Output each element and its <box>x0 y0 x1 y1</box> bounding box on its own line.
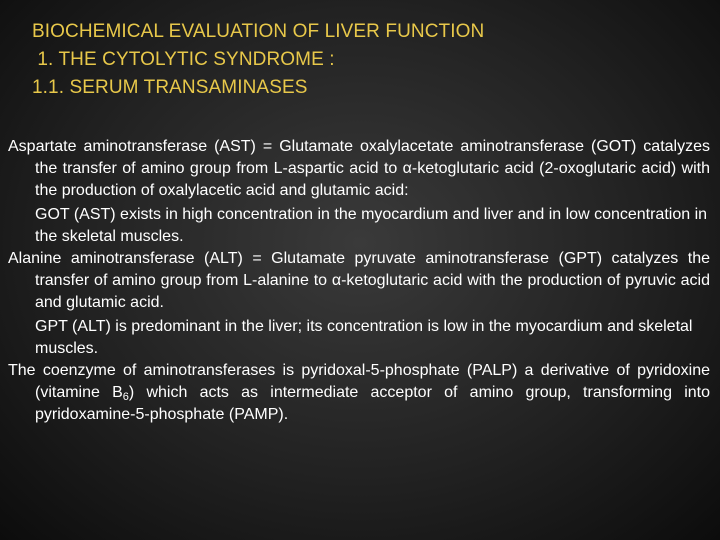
coenzyme-paragraph <box>8 360 710 426</box>
coenzyme-text-2: ) which acts as intermediate acceptor of amino group, transforming into pyridoxamine-5-phosphate (PAMP). <box>35 384 710 423</box>
coenzyme-subscript: 6 <box>122 391 129 403</box>
ast-detail: GOT (AST) exists in high concentration in the myocardium and liver and in low concentration in the skeletal muscles. <box>35 206 708 245</box>
alt-paragraph: Alanine aminotransferase (ALT) = Glutamate pyruvate aminotransferase (GPT) catalyzes the transfer of amino group from L-alanine to α-ketoglutaric acid with the production of pyruvic acid and glutamic acid. <box>8 250 710 311</box>
title-line-3: 1.1. SERUM TRANSAMINASES <box>32 77 308 98</box>
ast-paragraph: Aspartate aminotransferase (AST) = Glutamate oxalylacetate aminotransferase (GOT) catalyzes the transfer of amino group from L-aspartic acid to α-ketoglutaric acid (2-oxoglutaric acid) with the production of oxalylacetic acid and glutamic acid: <box>8 138 710 199</box>
title-line-1: BIOCHEMICAL EVALUATION OF LIVER FUNCTION <box>32 21 485 42</box>
slide-body <box>8 136 710 426</box>
coenzyme-text-1: The coenzyme of aminotransferases is pyridoxal-5-phosphate (PALP) a derivative of pyridoxine (vitamine B <box>8 362 710 401</box>
alt-detail: GPT (ALT) is predominant in the liver; its concentration is low in the myocardium and skeletal muscles. <box>35 318 693 357</box>
title-line-2: 1. THE CYTOLYTIC SYNDROME : <box>32 49 335 70</box>
slide-title <box>32 18 692 102</box>
